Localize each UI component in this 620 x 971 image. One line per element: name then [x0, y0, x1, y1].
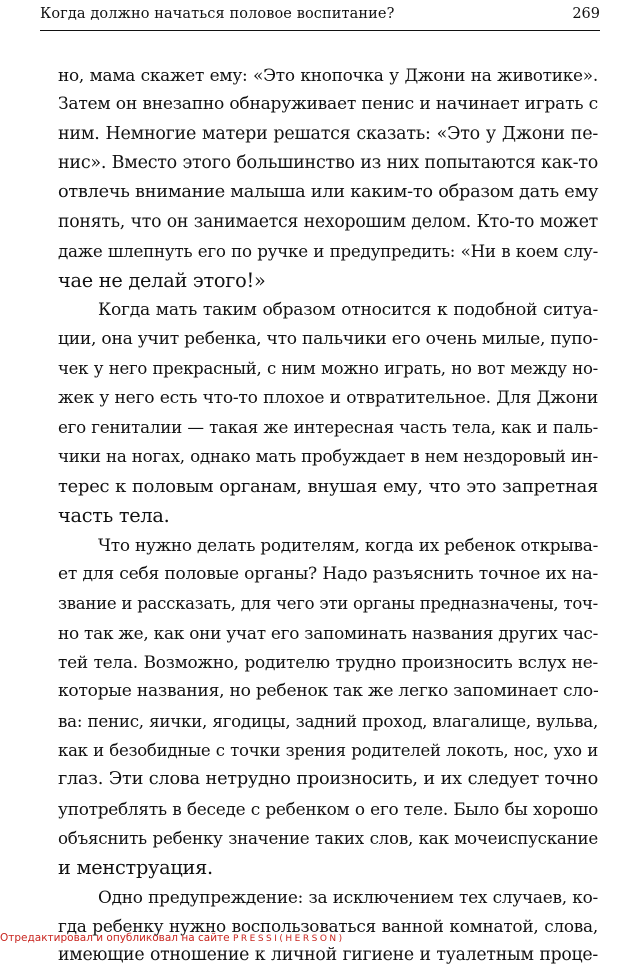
text-line: понять, что он занимается нехорошим делом. Кто-то может — [58, 211, 598, 232]
text-line: и менструация. — [58, 856, 213, 880]
text-line: нис». Вместо этого большинство из них попытаются как-то — [58, 153, 598, 174]
text-line: Что нужно делать родителям, когда их ребенок открыва- — [98, 534, 599, 555]
text-line: отвлечь внимание малыша или каким-то образом дать ему — [58, 182, 599, 203]
text-line: чае не делай этого!» — [58, 269, 266, 293]
running-header — [40, 2, 600, 31]
text-line: жек у него есть что-то плохое и отвратительное. Для Джони — [58, 387, 598, 408]
footer-site-name: PRESSI(HERSON) — [232, 934, 345, 944]
text-line: глаз. Эти слова нетрудно произносить, и их следует точно — [58, 769, 598, 790]
running-header-title: Когда должно начаться половое воспитание? — [40, 6, 395, 22]
body-text — [58, 61, 598, 971]
text-line: даже шлепнуть его по ручке и предупредить: «Ни в коем слу- — [58, 241, 598, 262]
text-line: гда ребенку нужно воспользоваться ванной комнатой, слова, — [58, 915, 598, 936]
text-line: употреблять в беседе с ребенком о его теле. Было бы хорошо — [58, 798, 598, 819]
text-line: имеющие отношение к личной гигиене и туалетным проце- — [58, 945, 598, 966]
text-line: ет для себя половые органы? Надо разъяснить точное их на- — [58, 563, 598, 584]
text-line: ва: пенис, яички, ягодицы, задний проход, влагалище, вульва, — [58, 710, 598, 731]
text-line: звание и рассказать, для чего эти органы предназначены, точ- — [58, 594, 598, 614]
text-line: Затем он внезапно обнаруживает пенис и начинает играть с — [58, 94, 598, 115]
text-line: чек у него прекрасный, с ним можно играть, но вот между но- — [58, 359, 598, 379]
page-number: 269 — [572, 6, 600, 22]
text-line: его гениталии — такая же интересная часть тела, как и паль- — [58, 417, 598, 438]
text-line: тей тела. Возможно, родителю трудно произносить вслух не- — [58, 651, 598, 672]
footer-credit-text: Отредактировал и опубликовал на сайте — [0, 932, 230, 944]
text-line: Когда мать таким образом относится к подобной ситуа- — [98, 299, 598, 320]
text-line: чики на ногах, однако мать пробуждает в нем нездоровый ин- — [58, 446, 598, 467]
text-line: как и безобидные с точки зрения родителей локоть, нос, ухо и — [58, 740, 598, 760]
text-line: ним. Немногие матери решатся сказать: «Это у Джони пе- — [58, 123, 598, 144]
text-line: но так же, как они учат его запоминать названия других час- — [58, 622, 599, 643]
text-line: ции, она учит ребенка, что пальчики его очень милые, пупо- — [58, 329, 598, 350]
text-line: которые названия, но ребенок так же легко запоминает сло- — [58, 681, 599, 702]
text-line: часть тела. — [58, 504, 170, 528]
footer-credit — [0, 932, 345, 944]
text-line: объяснить ребенку значение таких слов, как мочеиспускание — [58, 827, 598, 848]
text-line: терес к половым органам, внушая ему, что это запретная — [58, 475, 598, 497]
text-line: но, мама скажет ему: «Это кнопочка у Джони на животике». — [58, 65, 598, 85]
text-line: Одно предупреждение: за исключением тех случаев, ко- — [98, 886, 598, 907]
